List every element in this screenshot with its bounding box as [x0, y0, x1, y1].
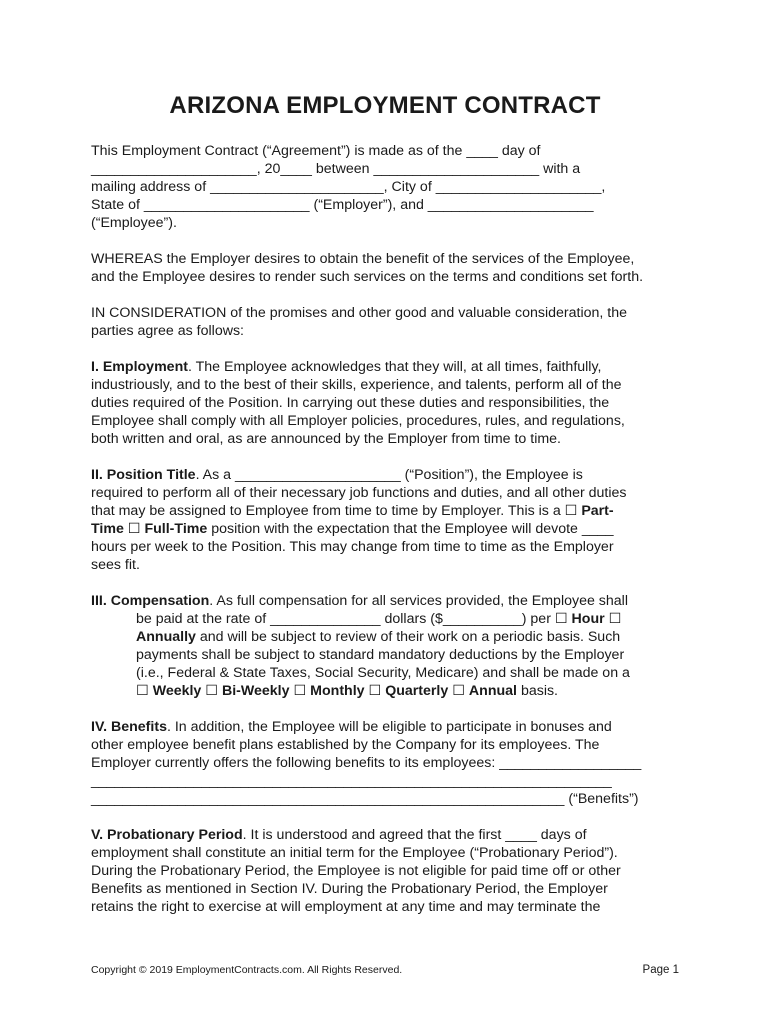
monthly-checkbox: ☐ — [293, 683, 307, 699]
compensation-text: basis. — [517, 683, 559, 699]
full-time-option: Full-Time — [144, 521, 208, 537]
position-line: sees fit. — [91, 557, 140, 573]
employment-line: both written and oral, as are announced by the Employer from time to time. — [91, 431, 562, 447]
part-time-option: Time — [91, 521, 124, 537]
footer-page-number: Page 1 — [642, 964, 679, 976]
probation-text: . It is understood and agreed that the first ____ days of — [242, 827, 587, 843]
intro-paragraph — [91, 142, 687, 232]
weekly-checkbox: ☐ — [136, 683, 149, 699]
quarterly-option: Quarterly — [385, 683, 449, 699]
benefits-line: Employer currently offers the following benefits to its employees: __________________ — [91, 755, 642, 771]
employment-section — [91, 358, 687, 448]
annually-option: Annually — [136, 629, 196, 645]
probation-line: retains the right to exercise at will employment at any time and may terminate the — [91, 899, 601, 915]
intro-line: (“Employee”). — [91, 215, 177, 231]
employment-line: industriously, and to the best of their skills, experience, and talents, perform all of the — [91, 377, 622, 393]
probation-line: During the Probationary Period, the Employee is not eligible for paid time off or other — [91, 863, 621, 879]
employment-heading: I. Employment — [91, 359, 188, 375]
hour-option: Hour — [571, 611, 605, 627]
full-time-checkbox: ☐ — [123, 521, 145, 537]
quarterly-checkbox: ☐ — [368, 683, 382, 699]
biweekly-checkbox: ☐ — [205, 683, 219, 699]
consideration-paragraph — [91, 304, 687, 340]
whereas-line: and the Employee desires to render such services on the terms and conditions set forth. — [91, 269, 644, 285]
compensation-line: payments shall be subject to standard mandatory deductions by the Employer — [136, 647, 625, 663]
benefits-heading: IV. Benefits — [91, 719, 167, 735]
compensation-text: . As full compensation for all services provided, the Employee shall — [209, 593, 628, 609]
weekly-option: Weekly — [152, 683, 202, 699]
position-section — [91, 466, 687, 574]
intro-line: mailing address of ______________________, City of _____________________, — [91, 179, 606, 195]
part-time-option: Part- — [581, 503, 614, 519]
probation-section — [91, 826, 687, 916]
position-heading: II. Position Title — [91, 467, 196, 483]
whereas-paragraph — [91, 250, 687, 286]
employment-line: Employee shall comply with all Employer policies, procedures, rules, and regulations, — [91, 413, 625, 429]
benefits-section — [91, 718, 687, 808]
compensation-section — [91, 592, 687, 700]
intro-line: _____________________, 20____ between _____________________ with a — [91, 161, 581, 177]
annual-option: Annual — [468, 683, 517, 699]
probation-line: employment shall constitute an initial term for the Employee (“Probationary Period”). — [91, 845, 618, 861]
compensation-text: be paid at the rate of ______________ dollars ($__________) per ☐ — [136, 611, 572, 627]
biweekly-option: Bi-Weekly — [221, 683, 290, 699]
position-text: . As a _____________________ (“Position”), the Employee is — [195, 467, 583, 483]
intro-line: This Employment Contract (“Agreement”) is made as of the ____ day of — [91, 143, 541, 159]
probation-heading: V. Probationary Period — [91, 827, 243, 843]
whereas-line: WHEREAS the Employer desires to obtain the benefit of the services of the Employee, — [91, 251, 635, 267]
position-line: required to perform all of their necessary job functions and duties, and all other duties — [91, 485, 627, 501]
position-text: that may be assigned to Employee from time to time by Employer. This is a ☐ — [91, 503, 582, 519]
consideration-line: IN CONSIDERATION of the promises and other good and valuable consideration, the — [91, 305, 627, 321]
annually-checkbox: ☐ — [604, 611, 622, 627]
employment-text: . The Employee acknowledges that they will, at all times, faithfully, — [187, 359, 602, 375]
consideration-line: parties agree as follows: — [91, 323, 244, 339]
document-title: ARIZONA EMPLOYMENT CONTRACT — [169, 92, 601, 119]
annual-checkbox: ☐ — [452, 683, 465, 699]
monthly-option: Monthly — [310, 683, 365, 699]
document-body — [91, 142, 687, 934]
position-line: hours per week to the Position. This may change from time to time as the Employer — [91, 539, 614, 555]
benefits-line: ____________________________________________________________ (“Benefits”) — [91, 791, 639, 807]
compensation-text: and will be subject to review of their work on a periodic basis. Such — [195, 629, 621, 645]
probation-line: Benefits as mentioned in Section IV. During the Probationary Period, the Employer — [91, 881, 608, 897]
compensation-heading: III. Compensation — [91, 593, 210, 609]
benefits-line: other employee benefit plans established by the Company for its employees. The — [91, 737, 600, 753]
footer-copyright: Copyright © 2019 EmploymentContracts.com. All Rights Reserved. — [91, 964, 403, 976]
position-text: position with the expectation that the Employee will devote ____ — [207, 521, 614, 537]
employment-line: duties required of the Position. In carrying out these duties and responsibilities, the — [91, 395, 610, 411]
compensation-line: (i.e., Federal & State Taxes, Social Security, Medicare) and shall be made on a — [136, 665, 630, 681]
benefits-text: . In addition, the Employee will be eligible to participate in bonuses and — [166, 719, 612, 735]
pay-frequency-options — [136, 682, 687, 700]
benefits-blank-line: __________________________________________________________________ — [91, 773, 612, 789]
intro-line: State of _____________________ (“Employer”), and _____________________ — [91, 197, 594, 213]
